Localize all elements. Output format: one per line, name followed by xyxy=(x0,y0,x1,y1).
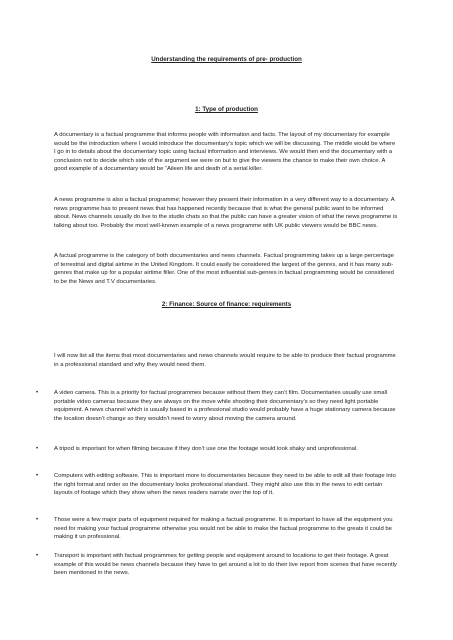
bullet-icon: • xyxy=(36,390,39,396)
section1-heading: 1: Type of production xyxy=(195,106,258,113)
list-item-text: Computers with editing software. This is important more to documentaries because they need to be able to edit all their footage into the right format and order so the documentary looks professional standard. They might also use this in the news to edit certain layouts of footage which they show when the news readers narrate over the top of it. xyxy=(54,473,396,497)
section1-paragraph-documentary: A documentary is a factual programme that informs people with information and facts. The layout of my documentary for example would be the introduction where I would introduce the documentary’s topic which we will be discussing. The middle would be where I go in to details about the documentary topic using factual information and interviews. We would then end the documentary with a conclusion not to decide which side of the argument we were on but to give the viewers the chance to make their own choice. A good example of a documentary would be “Aileen life and death of a serial killer. xyxy=(54,132,396,173)
list-item-text: Transport is important with factual programmes for getting people and equipment around to locations to get their footage. A great example of this would be news channels because they have to get around a lot to do their live report from scenes that have recently been mentioned in the news. xyxy=(54,553,397,577)
document-title: Understanding the requirements of pre- production xyxy=(151,56,302,63)
section1-paragraph-news: A news programme is also a factual programme; however they present their information in a very different way to a documentary. A news programme has to present news that has happened recently because that is what the general public want to be informed about. News channels usually do live to the studio chats so that the public can have a greater vision of what the news programme is talking about too. Probably the most well-known example of a news programme with UK public viewers would be BBC news. xyxy=(54,197,398,229)
bullet-icon: • xyxy=(36,517,39,523)
list-item-text: Those were a few major parts of equipment required for making a factual programme. It is important to have all the equipment you need for making your factual programme otherwise you would not be able to make the factual programme to the greats it could be making it un professional. xyxy=(54,517,393,541)
section1-paragraph-factual: A factual programme is the category of both documentaries and news channels. Factual programming takes up a large percentage of terrestrial and digital airtime in the United Kingdom. It could easily be considered the largest of the genres, and it has many sub-genres that make up for a popular airtime filler. One of the most influential sub-genres in factual programming would be considered to be the News and T.V documentaries. xyxy=(54,253,394,285)
list-item-text: A video camera. This is a priority for factual programmes because without them they can’t film. Documentaries usually use small portable video cameras because they are always on the move while shooting their documentary’s so they need light portable equipment. A news channel which is usually based in a professional studio would probably have a huge stationary camera because the location doesn’t change so they wouldn’t need to worry about moving the camera around. xyxy=(54,390,396,422)
list-item-text: A tripod is important for when filming because if they don’t use one the footage would look shaky and unprofessional. xyxy=(54,446,358,452)
section2-heading: 2: Finance: Source of finance: requirements xyxy=(161,301,292,308)
bullet-icon: • xyxy=(36,473,39,479)
bullet-icon: • xyxy=(36,553,39,559)
section2-intro: I will now list all the items that most documentaries and news channels would require to be able to produce their factual programme in a professional standard and why they would need them. xyxy=(54,353,396,368)
bullet-icon: • xyxy=(36,446,39,452)
